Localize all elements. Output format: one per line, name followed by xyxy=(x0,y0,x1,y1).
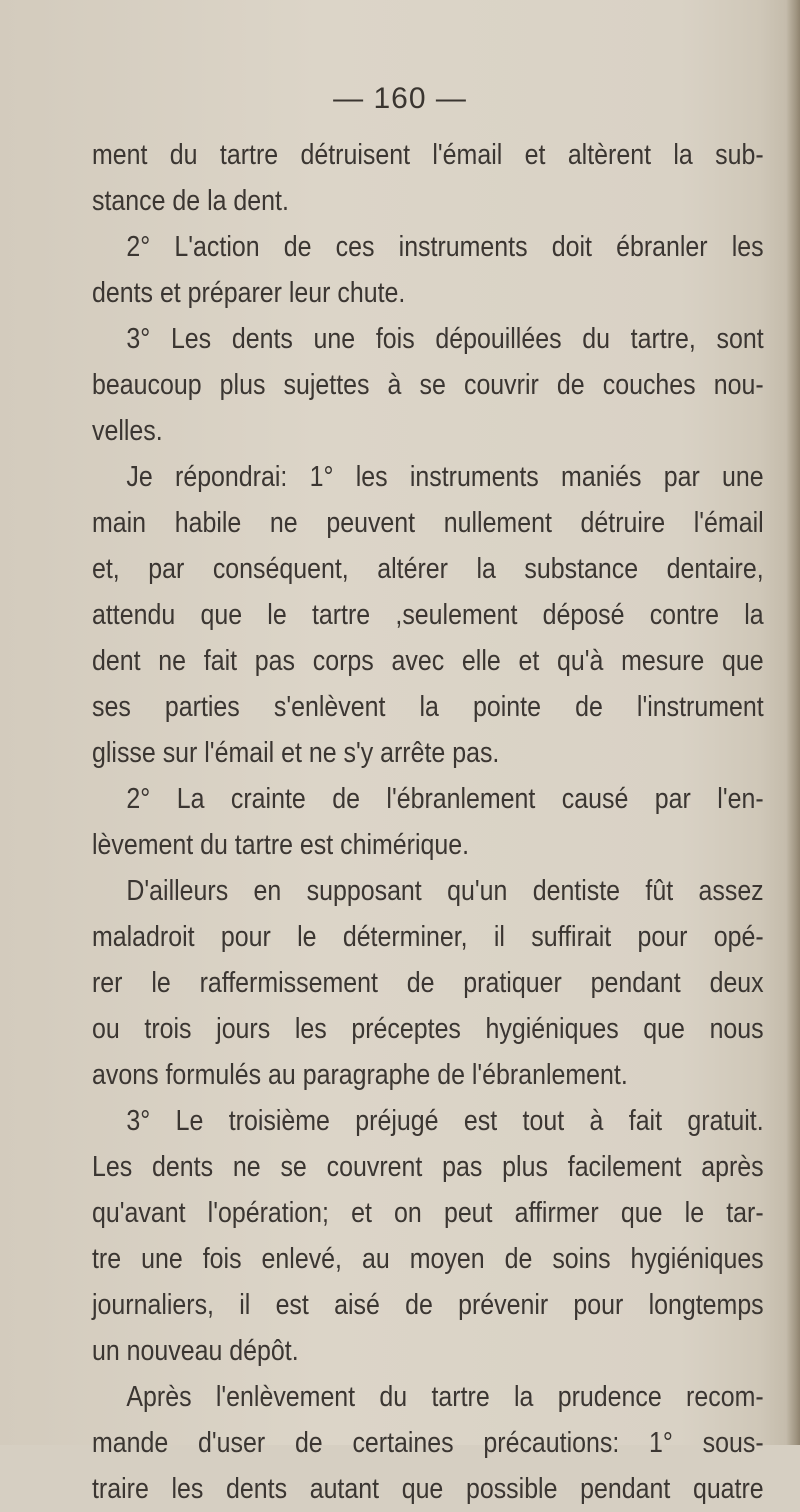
body-text xyxy=(92,132,764,1512)
page-number: — 160 — xyxy=(333,82,467,115)
text-line: 2° La crainte de l'ébranlement causé par l'en- xyxy=(126,783,764,815)
text-line: beaucoup plus sujettes à se couvrir de couches nou- xyxy=(92,369,764,401)
text-line: 3° Le troisième préjugé est tout à fait gratuit. xyxy=(126,1105,764,1137)
text-line: un nouveau dépôt. xyxy=(92,1335,299,1367)
text-line: velles. xyxy=(92,415,163,447)
text-line: 3° Les dents une fois dépouillées du tartre, sont xyxy=(126,323,764,355)
text-line: Je répondrai: 1° les instruments maniés par une xyxy=(126,461,764,493)
text-line: Les dents ne se couvrent pas plus facilement après xyxy=(92,1151,764,1183)
text-line: Après l'enlèvement du tartre la prudence recom- xyxy=(126,1381,764,1413)
text-line: glisse sur l'émail et ne s'y arrête pas. xyxy=(92,737,500,769)
text-line: attendu que le tartre ,seulement déposé contre la xyxy=(92,599,764,631)
text-line: ses parties s'enlèvent la pointe de l'instrument xyxy=(92,691,764,723)
text-line: maladroit pour le déterminer, il suffirait pour opé- xyxy=(92,921,764,953)
text-line: lèvement du tartre est chimérique. xyxy=(92,829,470,861)
text-line: traire les dents autant que possible pendant quatre xyxy=(92,1473,764,1505)
text-line: tre une fois enlevé, au moyen de soins hygiéniques xyxy=(92,1243,764,1275)
text-line: mande d'user de certaines précautions: 1° sous- xyxy=(92,1427,764,1459)
text-line: main habile ne peuvent nullement détruire l'émail xyxy=(92,507,764,539)
text-line: dents et préparer leur chute. xyxy=(92,277,406,309)
page-edge-shadow xyxy=(786,0,800,1445)
text-line: D'ailleurs en supposant qu'un dentiste fût assez xyxy=(126,875,764,907)
text-line: ou trois jours les préceptes hygiéniques que nous xyxy=(92,1013,764,1045)
text-line: avons formulés au paragraphe de l'ébranlement. xyxy=(92,1059,628,1091)
text-line: dent ne fait pas corps avec elle et qu'à mesure que xyxy=(92,645,764,677)
text-line: 2° L'action de ces instruments doit ébranler les xyxy=(126,231,764,263)
text-line: rer le raffermissement de pratiquer pendant deux xyxy=(92,967,764,999)
text-line: qu'avant l'opération; et on peut affirmer que le tar- xyxy=(92,1197,764,1229)
text-line: et, par conséquent, altérer la substance dentaire, xyxy=(92,553,764,585)
text-line: journaliers, il est aisé de prévenir pour longtemps xyxy=(92,1289,764,1321)
text-line: stance de la dent. xyxy=(92,185,289,217)
text-line: ment du tartre détruisent l'émail et altèrent la sub- xyxy=(92,139,764,171)
